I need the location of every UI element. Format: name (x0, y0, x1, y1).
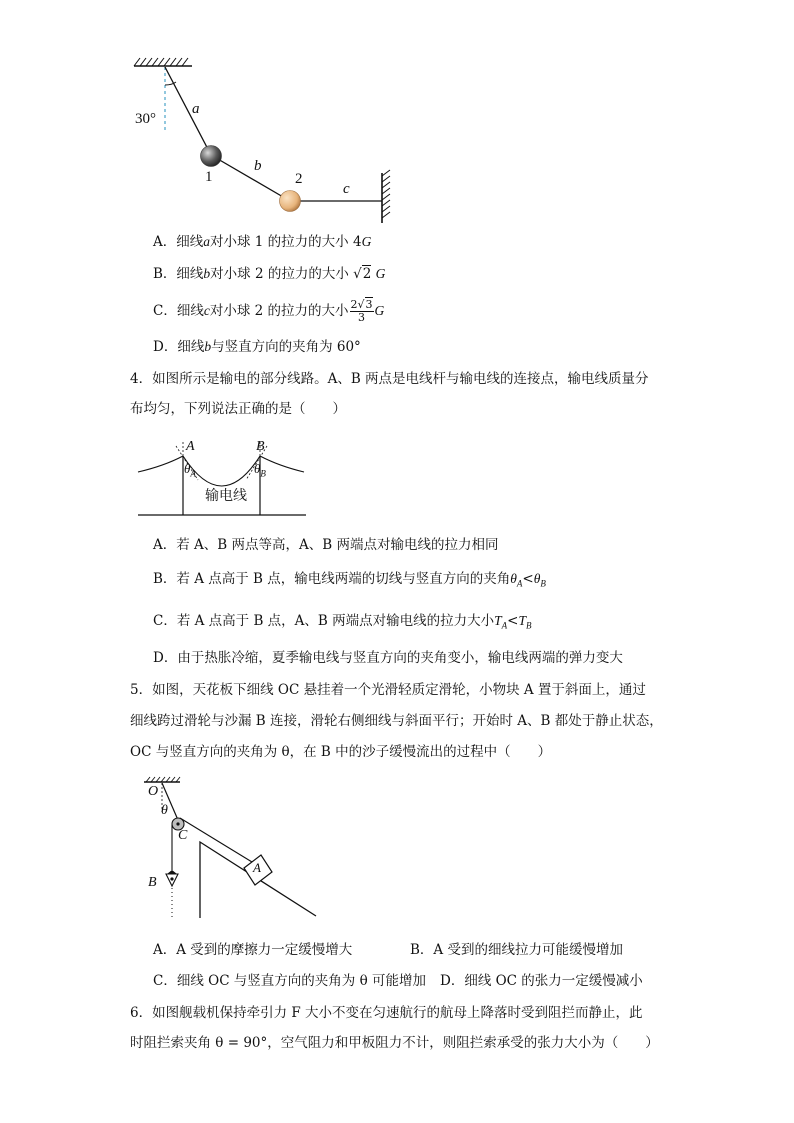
q3-option-a[interactable]: A．细线a对小球 1 的拉力的大小 4G (153, 234, 372, 250)
q4-option-b[interactable]: B．若 A 点高于 B 点，输电线两端的切线与竖直方向的夹角$\theta_A<\theta_B$ (153, 571, 546, 589)
fig-q4-theta-b: $\theta_B$ (254, 461, 266, 479)
figure-q5-pulley-incline (140, 776, 330, 921)
q5-stem-line-3: OC 与竖直方向的夹角为 θ，在 B 中的沙子缓慢流出的过程中（ ） (130, 744, 552, 760)
fig-q5-label-b: B (148, 875, 157, 890)
q4-option-d[interactable]: D．由于热胀冷缩，夏季输电线与竖直方向的夹角变小，输电线两端的弹力变大 (153, 650, 623, 666)
q4-option-c[interactable]: C．若 A 点高于 B 点，A、B 两端点对输电线的拉力大小$T_A<T_B$ (153, 613, 532, 631)
figure-q3-pendulum (120, 55, 410, 230)
figure-q4-power-line (134, 438, 309, 520)
fig-q5-label-a: A (253, 860, 261, 875)
q5-stem-line-2: 细线跨过滑轮与沙漏 B 连接，滑轮右侧细线与斜面平行；开始时 A、B 都处于静止状态， (130, 713, 663, 729)
q5-option-a[interactable]: A．A 受到的摩擦力一定缓慢增大 (153, 942, 353, 958)
q6-stem-line-1: 6．如图舰载机保持牵引力 F 大小不变在匀速航行的航母上降落时受到阻拦而静止，此 (130, 1005, 643, 1021)
q5-option-c[interactable]: C．细线 OC 与竖直方向的夹角为 θ 可能增加 (153, 973, 427, 989)
fig-q3-angle-label: 30° (135, 111, 156, 127)
fig-q5-label-c: C (178, 828, 188, 843)
q5-stem-line-1: 5．如图，天花板下细线 OC 悬挂着一个光滑轻质定滑轮，小物块 A 置于斜面上，通过 (130, 682, 646, 698)
q3-option-d[interactable]: D．细线b与竖直方向的夹角为 60° (153, 339, 361, 355)
fig-q3-ball-1: 1 (205, 169, 213, 185)
fig-q4-label-b: B (256, 439, 265, 454)
fig-q4-label-a: A (186, 439, 195, 454)
fraction-2sqrt3-over-3: $\frac{2√3}{3}$ (350, 298, 373, 324)
q3-option-b[interactable]: B．细线b对小球 2 的拉力的大小 √2 G (153, 266, 386, 282)
q6-stem-line-2: 时阻拦索夹角 θ = 90°，空气阻力和甲板阻力不计，则阻拦索承受的张力大小为（ ） (130, 1035, 659, 1051)
q5-option-b[interactable]: B．A 受到的细线拉力可能缓慢增加 (410, 942, 623, 958)
fig-q3-label-b: b (254, 158, 262, 174)
q4-option-a[interactable]: A．若 A、B 两点等高，A、B 两端点对输电线的拉力相同 (153, 537, 499, 553)
fig-q4-wire-label: 输电线 (205, 488, 247, 504)
fig-q4-theta-a: $\theta_A$ (184, 461, 196, 479)
q3-option-c[interactable]: C．细线c对小球 2 的拉力的大小 $\frac{2√3}{3}$ G (153, 298, 385, 324)
q5-option-d[interactable]: D．细线 OC 的张力一定缓慢减小 (440, 973, 643, 989)
q4-stem-line-1: 4．如图所示是输电的部分线路。A、B 两点是电线杆与输电线的连接点，输电线质量分 (130, 371, 649, 387)
fig-q3-ball-2: 2 (295, 171, 303, 187)
fig-q3-label-a: a (192, 101, 200, 117)
fig-q5-label-o: O (148, 784, 159, 799)
fig-q5-label-theta: θ (161, 803, 168, 818)
q4-stem-line-2: 布均匀，下列说法正确的是（ ） (130, 401, 346, 417)
fig-q3-label-c: c (343, 181, 350, 197)
